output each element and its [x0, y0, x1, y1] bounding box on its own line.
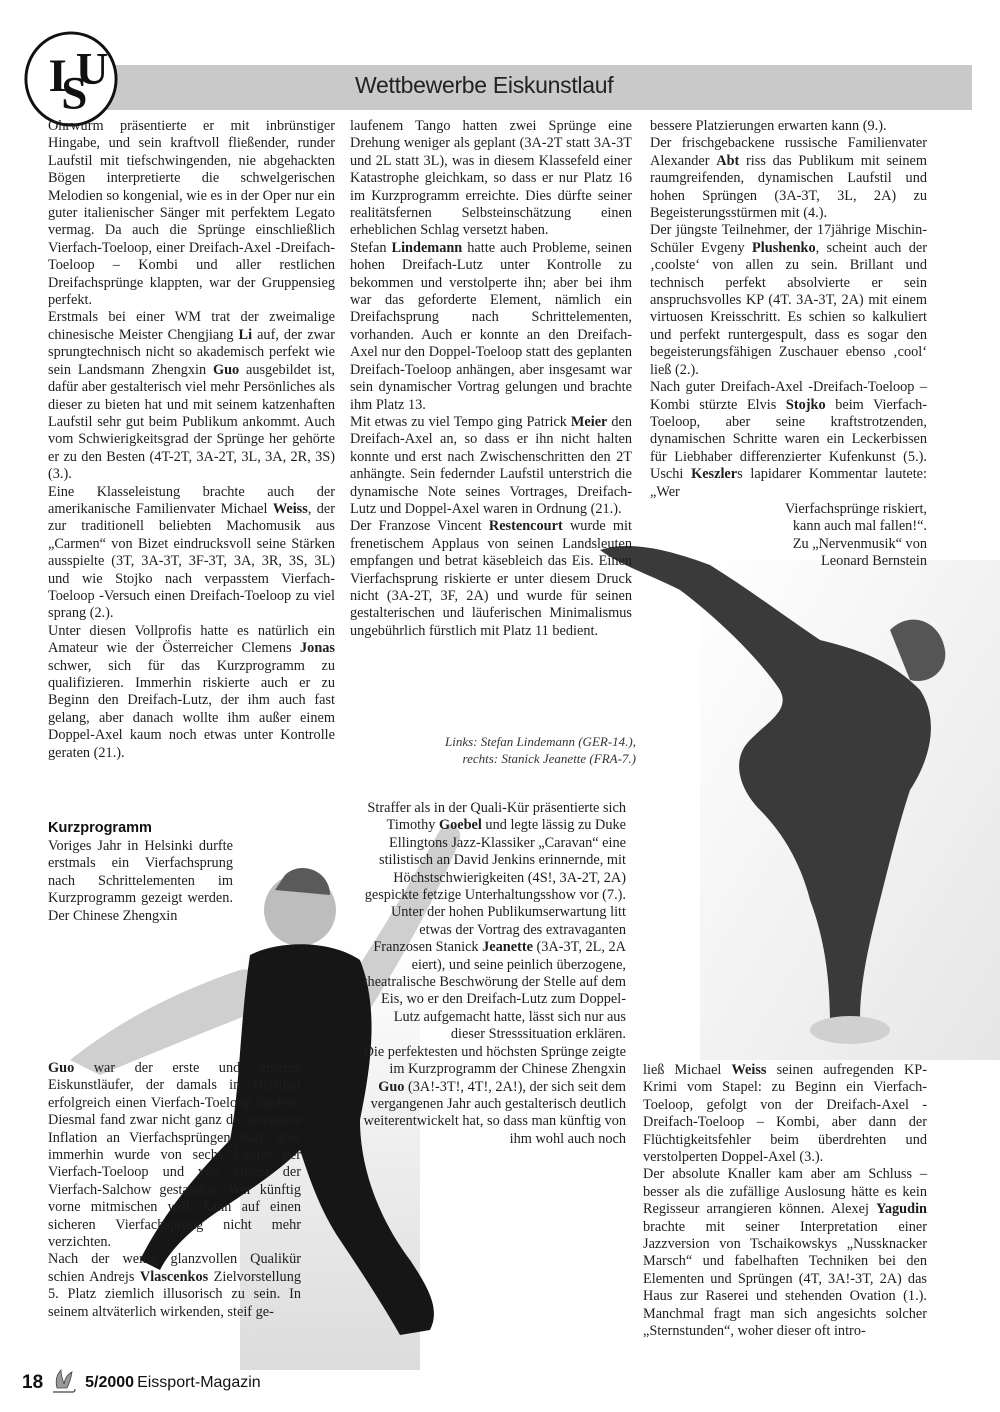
page-footer	[22, 1368, 261, 1398]
paragraph: Nach guter Dreifach-Axel -Dreifach-Toeloop – Kombi stürzte Elvis Stojko beim Vierfach-Toeloop, aber seine kraftstrotzenden, dynamischen Schritte waren ein Leckerbissen für Liebhaber differenzierter Kufenkunst (5.). Uschi Keszlers lapidarer Kommentar lautete: „Wer	[650, 379, 927, 500]
page-number: 18	[22, 1372, 44, 1393]
paragraph: bessere Platzierungen erwarten kann (9.).	[650, 118, 887, 134]
article-column-3	[650, 118, 927, 571]
skater-name: Guo	[48, 1060, 75, 1076]
paragraph: ließ Michael Weiss seinen aufregenden KP-Krimi vom Stapel: zu Beginn ein Vierfach-Toeloop, gefolgt von der Dreifach-Axel - Dreifach-Toeloop – Kombi, aber dann der Flüchtigkeitsfehler beim überdrehten und verstolperten Doppel-Axel (3.).	[643, 1062, 927, 1166]
quote-line: Vierfachsprünge riskiert,	[784, 500, 927, 517]
kurzprogramm-continued	[48, 1060, 301, 1321]
article-column-2	[350, 118, 632, 640]
paragraph: Der frischgebackene russische Familienvater Alexander Abt riss das Publikum mit seinem raumgreifenden, dynamischen Laufstil und hohen Sprüngen (3A-3T, 3L, 2A) zu Begeisterungsstürmen mit (4.).	[650, 135, 927, 222]
paragraph: Straffer als in der Quali-Kür präsentierte sich Timothy Goebel und legte lässig zu Duke Ellingtons Jazz-Klassiker „Caravan“ eine stilistisch an David Jenkins erinnernde, mit Höchstschwierigkeiten (4S!, 3A-2T, 2A) gespickte fetzige Unterhaltungsshow vor (7.).	[364, 800, 626, 904]
skater-name: Vlascenkos	[139, 1268, 209, 1285]
magazine-name: Eissport-Magazin	[137, 1374, 261, 1391]
paragraph: Voriges Jahr in Helsinki durfte erstmals ein Vierfachsprung nach Schrittelementen im Kurzprogramm gezeigt werden. Der Chinese Zhengxin	[48, 838, 233, 924]
skater-name: Guo	[378, 1078, 405, 1095]
skater-name: Jeanette	[482, 939, 533, 956]
paragraph: Guo war der erste und einzige Eiskunstläufer, der damals in Helsinki erfolgreich einen Vierfach-Toeloop landete. Diesmal fand zwar nicht ganz die erwartete Inflation an Vierfachsprüngen statt, aber immerhin wurde von sechs Läufer der Vierfach-Toeloop und von einem der Vierfach-Salchow gestanden. Wer künftig vorne mitmischen will, kann auf einen sicheren Vierfachsprung nicht mehr verzichten.	[48, 1060, 301, 1251]
skater-name: Weiss	[272, 500, 308, 517]
skater-name: Lindemann	[391, 239, 463, 256]
skater-name: Meier	[570, 413, 608, 430]
paragraph: Der Franzose Vincent Restencourt wurde mit frenetischem Applaus von seinen Landsleuten empfangen und betrat käsebleich das Eis. Einen Vierfachsprung riskierte er unter diesem Druck nicht (3A-2T, 3F, 2A) und wurde für seinen gestalterischen und läuferischen Minimalismus ungebührlich fürstlich mit Platz 11 bedient.	[350, 518, 632, 639]
skater-name: Jonas	[300, 640, 335, 657]
article-middle-lower	[360, 800, 626, 1148]
skater-name: Goebel	[438, 817, 482, 834]
caption-line: rechts: Stanick Jeanette (FRA-7.)	[462, 751, 636, 766]
skater-name: Restencourt	[488, 518, 563, 535]
section-title: Wettbewerbe Eiskunstlauf	[355, 72, 614, 98]
paragraph: Mit etwas zu viel Tempo ging Patrick Meier den Dreifach-Axel an, so dass er ihn nicht halten konnte und erst nach Zwischenschritten den 2T anhängte. Sein federnder Laufstil unterstrich die dynamische Note seines Vortrages, Dreifach-Lutz und Doppel-Axel waren in Ordnung (21.).	[350, 413, 632, 517]
skate-logo-icon	[49, 1368, 79, 1398]
issue-number: 5/2000	[85, 1374, 135, 1391]
paragraph: Erstmals bei einer WM trat der zweimalige chinesische Meister Chengjiang Li auf, der zwar sprungtechnisch nicht so akademisch perfekt wie sein Landsmann Zhengxin Guo ausgebildet ist, dafür aber gestalterisch viel mehr Persönliches als dieser zu bieten hat und mit seinem katzenhaften Laufstil sehr gut beim Publikum ankommt. Auch vom Schwierigkeitsgrad der Sprünge her gehörte er zu den Besten (4T-2T, 3A-2T, 3L, 3A, 2R, 3S) (3.).	[48, 309, 335, 483]
paragraph: Die perfektesten und höchsten Sprünge zeigte im Kurzprogramm der Chinese Zhengxin Guo (3A!-3T!, 4T!, 2A!), der sich seit dem vergangenen Jahr auch gestalterisch deutlich weiterentwickelt hat, so dass man künftig von ihm wohl auch noch	[363, 1043, 626, 1147]
skater-name: Stojko	[785, 396, 826, 413]
paragraph: Unter diesen Vollprofis hatte es natürlich ein Amateur wie der Österreicher Clemens Jonas schwer, sich für das Kurzprogramm zu qualifizieren. Immerhin riskierte auch er zu Beginn den Dreifach-Lutz, der ihm auch fast gelang, aber danach wollte ihm außer einem Doppel-Axel kaum noch etwas unter Kontrolle geraten (21.).	[48, 622, 335, 761]
paragraph: Ohrwurm präsentierte er mit inbrünstiger Hingabe, und sein kraftvoll fließender, runder Laufstil mit tiefschwingenden, nie abgehackten Bögen interpretierte die schwelgerischen Melodien so kongenial, wie es in der Oper nur ein guter italienischer Sänger mit perfektem Legato vermag. Da auch die Sprünge einschließlich Vierfach-Toeloop, einer Dreifach-Axel -Dreifach-Toeloop – Kombi und aller restlichen Dreifachsprünge klappten, war der Gruppensieg perfekt.	[48, 118, 335, 309]
paragraph: Eine Klasseleistung brachte auch der amerikanische Familienvater Michael Weiss, der zur traditionell beliebten Machomusik aus „Carmen“ von Bizet eindrucksvoll seine Stärken ausspielte (3T, 3A-3T, 3F-3T, 3A, 3R, 3S, 3L) und wie Stojko nach verpasstem Vierfach-Toeloop -Versuch einen Dreifach-Toeloop zu viel sprang (2.).	[48, 483, 336, 622]
isu-logo-icon	[22, 30, 120, 128]
text-line: Zu „Nervenmusik“ von	[792, 535, 927, 552]
svg-text:S: S	[61, 67, 88, 120]
paragraph: Der jüngste Teilnehmer, der 17jährige Mischin-Schüler Evgeny Plushenko, scheint auch der ‚coolste‘ von allen zu sein. Brillant und technisch perfekt absolvierte er sein anspruchsvolles KP (4T. 3A-3T, 2A) mit einem virtuosen Kreisschritt. Es schien so kalkuliert und perfekt runtergespult, dass es sogar den begeisterungsfähigen Zuschauer ebenso ‚cool‘ ließ (2.).	[650, 222, 927, 378]
article-column-1	[48, 118, 335, 762]
photo-caption	[400, 733, 636, 767]
skater-name: Li	[238, 326, 253, 343]
quote-line: kann auch mal fallen!“.	[792, 518, 927, 535]
svg-text:I: I	[48, 49, 67, 102]
paragraph: Nach der wenig glanzvollen Qualikür schien Andrejs Vlascenkos Zielvorstellung 5. Platz ziemlich illusorisch zu sein. In seinem altväterlich wirkenden, steif ge-	[48, 1251, 301, 1320]
skater-name: Plushenko	[752, 239, 816, 256]
skater-name: Abt	[716, 152, 740, 169]
text-line: Leonard Bernstein	[821, 553, 927, 570]
article-right-lower	[643, 1062, 927, 1341]
paragraph: Stefan Lindemann hatte auch Probleme, seinen hohen Dreifach-Lutz unter Kontrolle zu bekommen und verstolperte ihn; aber bei ihm war das geforderte Element, nämlich ein Dreifachsprung nach Schrittelementen, vorhanden. Auch er konnte an den Dreifach-Axel nur den Doppel-Toeloop statt des geplanten Dreifach-Toeloop anhängen, aber insgesamt war sein dynamischer Vortrag gelungen und brachte ihm Platz 13.	[350, 239, 632, 413]
skater-name: Weiss	[731, 1062, 767, 1078]
skater-name: Guo	[212, 361, 240, 378]
paragraph: Unter der hohen Publikumserwartung litt etwas der Vortrag des extravaganten Franzosen Stanick Jeanette (3A-3T, 2L, 2A eiert), und seine peinlich überzogene, theatralische Beschwörung der Stelle auf dem Eis, wo er den Dreifach-Lutz zum Doppel-Lutz aufgemacht hatte, lässt sich nur aus dieser Stresssituation erklären.	[363, 904, 626, 1043]
subheading-kurzprogramm: Kurzprogramm	[48, 820, 152, 836]
paragraph: Der absolute Knaller kam aber am Schluss – besser als die zufällige Auslosung hätte es kein Regisseur arrangieren können. Alexej Yagudin brachte mit seiner Interpretation einer Jazzversion von Tschaikowskys „Nussknacker Marsch“ und fabelhaften Techniken bei den Elementen und Sprüngen (4T, 3A!-3T, 2A) das Haus zur Raserei und stehenden Ovation (1.). Manchmal fragt man sich angesichts solcher „Sternstunden“, woher dieser oft intro-	[643, 1166, 927, 1340]
commentator-name: Keszler	[691, 466, 738, 483]
caption-line: Links: Stefan Lindemann (GER-14.),	[444, 734, 636, 749]
svg-text:U: U	[75, 43, 109, 94]
kurzprogramm-intro	[48, 838, 233, 925]
skater-name: Yagudin	[876, 1201, 927, 1218]
paragraph: laufenem Tango hatten zwei Sprünge eine Drehung weniger als geplant (3A-2T statt 3A-3T und 2L statt 3L), was in diesem Klassefeld einer Katastrophe gleichkam, so dass er nur Platz 16 im Kurzprogramm erreichte. Dies dürfte seiner realitätsfernen Selbsteinschätzung einen erheblichen Schlag versetzt haben.	[350, 118, 632, 239]
